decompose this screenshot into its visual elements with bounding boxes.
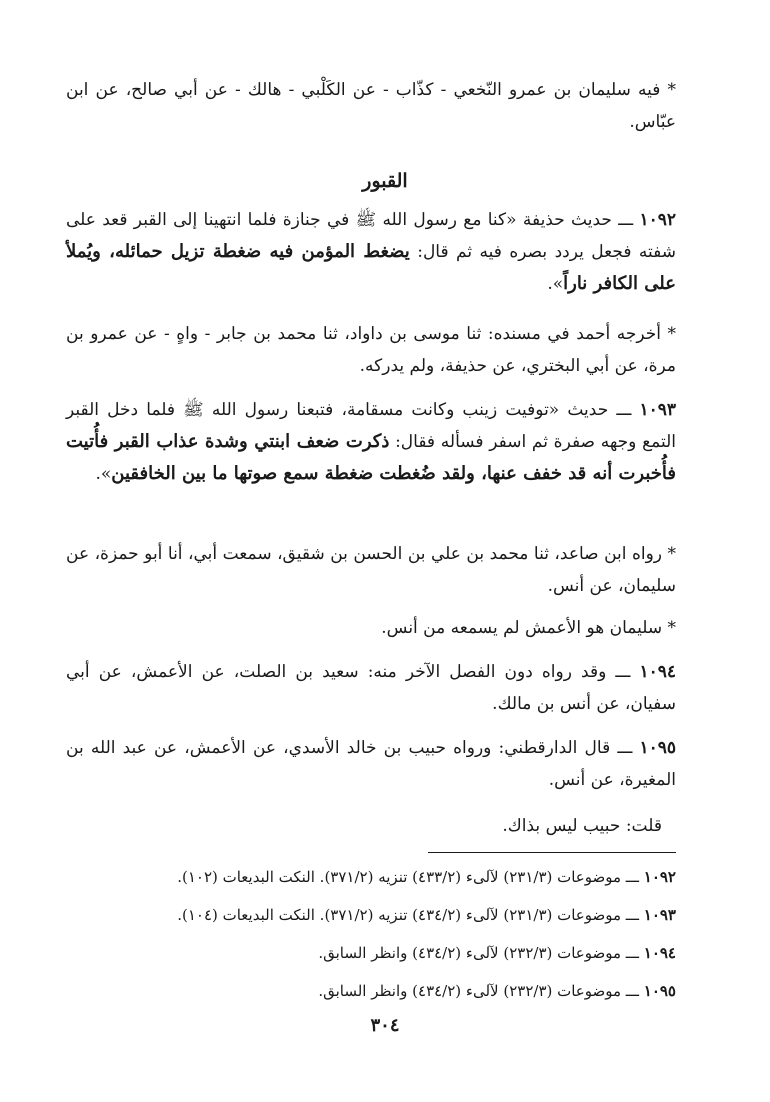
footnote-1094 [318, 942, 676, 964]
entry-text: ـــ حديث «توفيت زينب وكانت مسقامة، فتبعنا رسول الله ﷺ فلما دخل القبر التمع وجهه صفرة ثم اسفر فسأله فقال: [66, 400, 676, 452]
footnote-text: ـــ موضوعات (٢٣٢/٣) لآلىء (٤٣٤/٢) وانظر السابق. [318, 944, 644, 962]
note-1093a: * رواه ابن صاعد، ثنا محمد بن علي بن الحسن بن شقيق، سمعت أبي، أنا أبو حمزة، عن سليمان، عن أنس. [66, 544, 676, 596]
entry-text: ـــ حديث حذيفة «كنا مع رسول الله ﷺ في جنازة فلما انتهينا إلى القبر قعد على شفته فجعل يردد بصره فيه ثم قال: [66, 210, 676, 262]
entry-end: ». [547, 274, 564, 294]
entry-number: ١٠٩٣ [639, 400, 676, 420]
footnote-divider [428, 852, 676, 853]
entry-1095 [66, 732, 676, 796]
note-top: * فيه سليمان بن عمرو النّخعي - كذّاب - عن الكَلْبي - هالك - عن أبي صالح، عن ابن عبّاس. [66, 80, 676, 132]
footnote-text: ـــ موضوعات (٢٣١/٣) لآلىء (٤٣٤/٢) تنزيه (٣٧١/٢). النكت البديعات (١٠٤). [177, 906, 644, 924]
note-1093b: * سليمان هو الأعمش لم يسمعه من أنس. [381, 618, 676, 638]
footnote-number: ١٠٩٤ [643, 944, 676, 962]
entry-number: ١٠٩٥ [639, 738, 676, 758]
hadith-text: ذكرت ضعف ابنتي وشدة عذاب القبر فأُتيت فأُخبرت أنه قد خفف عنها، ولقد ضُغطت ضغطة سمع صوتها ما بين الخافقين [66, 431, 676, 484]
footnote-1093 [177, 904, 676, 926]
footnote-1095 [318, 980, 676, 1002]
entry-number: ١٠٩٤ [639, 662, 676, 682]
hadith-text: يضغط المؤمن فيه ضغطة تزيل حمائله، ويُملأ على الكافر ناراً [66, 241, 676, 294]
note-1092: * أخرجه أحمد في مسنده: ثنا موسى بن داواد، ثنا محمد بن جابر - واهٍ - عن عمرو بن مرة، عن أبي البختري، عن حذيفة، ولم يدركه. [66, 324, 676, 376]
page-number: ٣٠٤ [370, 1015, 400, 1036]
entry-end: ». [95, 464, 112, 484]
footnote-text: ـــ موضوعات (٢٣٢/٣) لآلىء (٤٣٤/٢) وانظر السابق. [318, 982, 644, 1000]
entry-text: ـــ وقد رواه دون الفصل الآخر منه: سعيد بن الصلت، عن الأعمش، عن أبي سفيان، عن أنس بن مالك. [66, 662, 676, 714]
section-heading: القبور [362, 170, 408, 192]
entry-1094 [66, 656, 676, 720]
footnote-number: ١٠٩٣ [643, 906, 676, 924]
entry-text: ـــ قال الدارقطني: ورواه حبيب بن خالد الأسدي، عن الأعمش، عن عبد الله بن المغيرة، عن أنس. [66, 738, 676, 790]
footnote-number: ١٠٩٢ [643, 868, 676, 886]
footnote-1092 [177, 866, 676, 888]
entry-1092 [66, 204, 676, 300]
footnote-text: ـــ موضوعات (٢٣١/٣) لآلىء (٤٣٣/٢) تنزيه (٣٧١/٢). النكت البديعات (١٠٢). [177, 868, 644, 886]
entry-1093 [66, 394, 676, 490]
footnote-number: ١٠٩٥ [643, 982, 676, 1000]
qultu-note: قلت: حبيب ليس بذاك. [502, 816, 662, 836]
entry-number: ١٠٩٢ [639, 210, 676, 230]
